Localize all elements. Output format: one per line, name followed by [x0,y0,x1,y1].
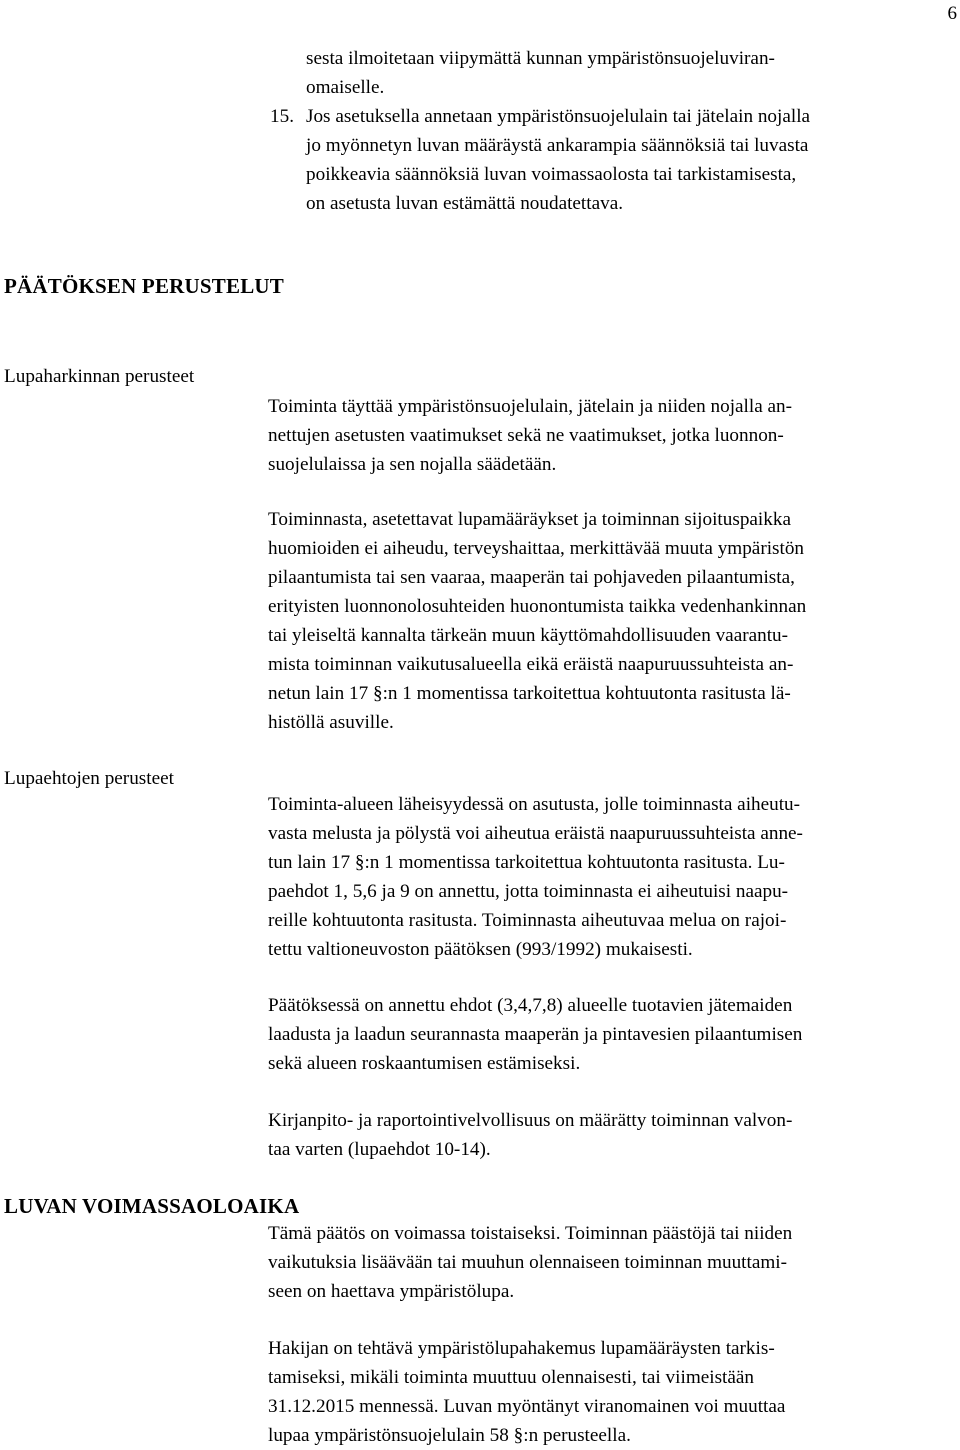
page-number: 6 [947,3,957,24]
text-line: laadusta ja laadun seurannasta maaperän ja pintavesien pilaantumisen [268,1024,803,1045]
text-line: Toiminta-alueen läheisyydessä on asutusta, jolle toiminnasta aiheutu- [268,794,801,815]
text-line: vasta melusta ja pölystä voi aiheutua eräistä naapuruussuhteista anne- [268,823,803,844]
text-line: netun lain 17 §:n 1 momentissa tarkoitettua kohtuutonta rasitusta lä- [268,683,791,704]
text-line: vaikutuksia lisäävään tai muuhun olennaiseen toiminnan muuttami- [268,1252,788,1273]
text-line: 31.12.2015 mennessä. Luvan myöntänyt viranomainen voi muuttaa [268,1396,786,1417]
text-line: tai yleiseltä kannalta tärkeän muun käyttömahdollisuuden vaarantu- [268,625,789,646]
text-line: mista toiminnan vaikutusalueella eikä eräistä naapuruussuhteista an- [268,654,794,675]
text-line: jo myönnetyn luvan määräystä ankarampia säännöksiä tai luvasta [306,135,809,156]
text-line: Toiminnasta, asetettavat lupamääräykset ja toiminnan sijoituspaikka [268,509,791,530]
text-line: omaiselle. [306,77,385,98]
text-line: huomioiden ei aiheudu, terveyshaittaa, merkittävää muuta ympäristön [268,538,805,559]
text-line: suojelulaissa ja sen nojalla säädetään. [268,454,557,475]
list-item-number: 15. [270,106,294,127]
text-line: poikkeavia säännöksiä luvan voimassaolosta tai tarkistamisesta, [306,164,797,185]
text-line: tettu valtioneuvoston päätöksen (993/1992) mukaisesti. [268,939,693,960]
text-line: seen on haettava ympäristölupa. [268,1281,515,1302]
text-line: Toiminta täyttää ympäristönsuojelulain, jätelain ja niiden nojalla an- [268,396,793,417]
text-line: histöllä asuville. [268,712,394,733]
text-line: Hakijan on tehtävä ympäristölupahakemus lupamääräysten tarkis- [268,1338,775,1359]
text-line: taa varten (lupaehdot 10-14). [268,1139,491,1160]
text-line: nettujen asetusten vaatimukset sekä ne vaatimukset, jotka luonnon- [268,425,784,446]
text-line: paehdot 1, 5,6 ja 9 on annettu, jotta toiminnasta ei aiheutuisi naapu- [268,881,789,902]
text-line: reille kohtuutonta rasitusta. Toiminnasta aiheutuvaa melua on rajoi- [268,910,787,931]
side-label-lupaehdot: Lupaehtojen perusteet [4,768,174,789]
text-line: tamiseksi, mikäli toiminta muuttuu olennaisesti, tai viimeistään [268,1367,755,1388]
section-heading-voimassaolo: LUVAN VOIMASSAOLOAIKA [4,1194,300,1218]
text-line: Tämä päätös on voimassa toistaiseksi. Toiminnan päästöjä tai niiden [268,1223,793,1244]
side-label-lupaharkinta: Lupaharkinnan perusteet [4,366,195,387]
section-heading: PÄÄTÖKSEN PERUSTELUT [4,274,284,298]
text-line: sesta ilmoitetaan viipymättä kunnan ympäristönsuojeluviran- [306,48,775,69]
text-line: tun lain 17 §:n 1 momentissa tarkoitettua kohtuutonta rasitusta. Lu- [268,852,785,873]
text-line: Kirjanpito- ja raportointivelvollisuus on määrätty toiminnan valvon- [268,1110,793,1131]
text-line: sekä alueen roskaantumisen estämiseksi. [268,1053,581,1074]
text-line: Päätöksessä on annettu ehdot (3,4,7,8) alueelle tuotavien jätemaiden [268,995,793,1016]
text-line: pilaantumista tai sen vaaraa, maaperän tai pohjaveden pilaantumista, [268,567,795,588]
text-line: Jos asetuksella annetaan ympäristönsuojelulain tai jätelain nojalla [306,106,811,127]
text-line: erityisten luonnonolosuhteiden huonontumista taikka vedenhankinnan [268,596,807,617]
text-line: lupaa ympäristönsuojelulain 58 §:n perusteella. [268,1425,631,1446]
text-line: on asetusta luvan estämättä noudatettava. [306,193,624,214]
